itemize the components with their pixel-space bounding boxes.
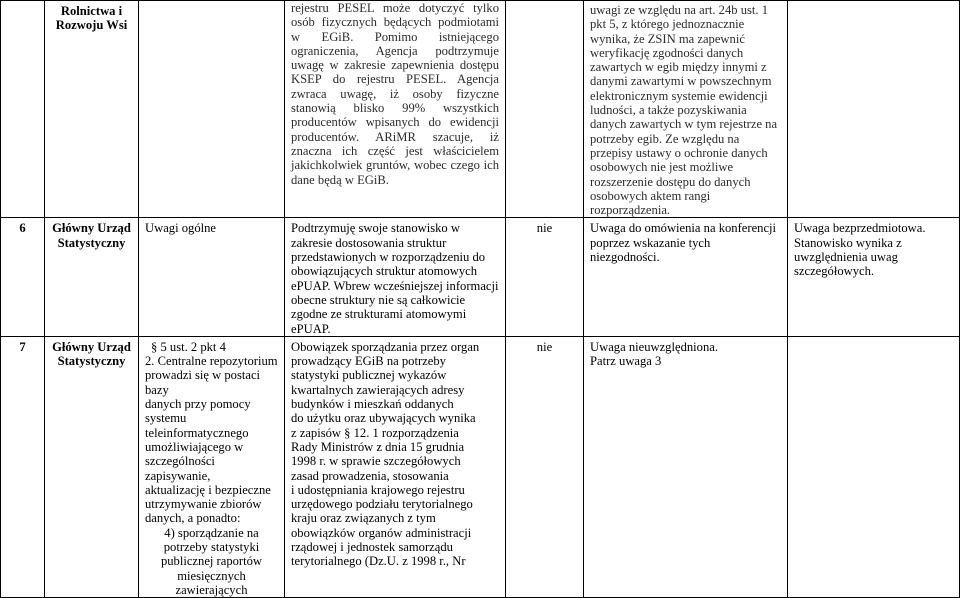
provision-line: danych przy pomocy: [145, 397, 251, 412]
remark-line: terytorialnego (Dz.U. z 1998 r., Nr: [291, 554, 466, 569]
organ-cell: Główny Urząd Statystyczny: [45, 218, 139, 336]
provision-line: umożliwiającego w: [145, 439, 244, 454]
justification-cell: [584, 336, 788, 597]
table-row: [1, 336, 960, 597]
provision-cell: [139, 336, 285, 597]
provision-line: aktualizację i bezpieczne: [145, 482, 271, 497]
remark-line: statystyki publicznej wykazów: [291, 368, 447, 383]
provision-sub-line: publicznej raportów: [160, 554, 263, 569]
remark-cell: rejestru PESEL może dotyczyć tylko osób fizycznych będących podmiotami w EGiB. Pomimo istniejącego ograniczenia, Agencja podtrzymuje uwagę w zakresie zapewnienia dostępu KSEP do rejestru PESEL. Agencja zwraca uwagę, iż osoby fizyczne stanowią blisko 99% wszystkich producentów wpisanych do ewidencji producentów. ARiMR szacuje, iż znaczna ich część jest właścicielem jakichkolwiek gruntów, wobec czego ich dane będą w EGiB.: [285, 1, 506, 218]
remark-cell: [285, 336, 506, 597]
provision-line: systemu: [145, 411, 187, 426]
justification-line: Uwaga nieuwzględniona.: [590, 339, 718, 354]
provision-line: utrzymywanie zbiorów: [145, 497, 262, 512]
remark-line: i udostępniania krajowego rejestru: [291, 482, 465, 497]
remark-line: z zapisów § 12. 1 rozporządzenia: [291, 425, 459, 440]
remark-line: Rady Ministrów z dnia 15 grudnia: [291, 439, 465, 454]
row-number: 6: [1, 218, 45, 336]
remark-line: kwartalnych zawierających adresy: [291, 382, 465, 397]
table-row: [1, 1, 960, 218]
status-cell: [788, 336, 960, 597]
organ-cell: Rolnictwa i Rozwoju Wsi: [45, 1, 139, 218]
remark-line: zasad prowadzenia, stosowania: [291, 468, 449, 483]
accepted-cell: nie: [506, 336, 584, 597]
remark-line: prowadzący EGiB na potrzeby: [291, 354, 446, 369]
provision-line: danych, a ponadto:: [145, 511, 241, 526]
status-cell: [788, 1, 960, 218]
justification-cell: uwagi ze względu na art. 24b ust. 1 pkt 5, z którego jednoznacznie wynika, że ZSIN ma zapewnić weryfikację zgodności danych zawartych w egib między innymi z danymi zawartymi w powszechnym elektronicznym systemie ewidencji ludności, a także pozyskiwania danych zawartych w tym rejestrze na potrzeby egib. Ze względu na przepisy ustawy o ochronie danych osobowych nie jest możliwe rozszerzenie dostępu do danych osobowych aktem rangi rozporządzenia.: [584, 1, 788, 218]
accepted-cell: nie: [506, 218, 584, 336]
accepted-cell: [506, 1, 584, 218]
provision-cell: [139, 1, 285, 218]
remark-line: do użytku oraz ubywających wynika: [291, 411, 476, 426]
provision-sub-line: zawierających: [175, 582, 248, 597]
remark-cell: Podtrzymuję swoje stanowisko w zakresie dostosowania struktur przedstawionych w rozporządzeniu do obowiązujących struktur atomowych ePUAP. Wbrew wcześniejszej informacji obecne struktury nie są całkowicie zgodne ze strukturami atomowymi ePUAP.: [285, 218, 506, 336]
remark-line: budynków i mieszkań oddanych: [291, 397, 454, 412]
remark-line: 1998 r. w sprawie szczegółowych: [291, 454, 461, 469]
organ-cell: Główny Urząd Statystyczny: [45, 336, 139, 597]
provision-cell: Uwagi ogólne: [139, 218, 285, 336]
status-cell: Uwaga bezprzedmiotowa. Stanowisko wynika z uwzględnienia uwag szczegółowych.: [788, 218, 960, 336]
justification-line: Patrz uwaga 3: [590, 354, 662, 369]
provision-line: 2. Centralne repozytorium: [145, 354, 278, 369]
provision-sub-line: 4) sporządzanie na: [164, 525, 259, 540]
row-number-cell: [1, 1, 45, 218]
provision-ref: § 5 ust. 2 pkt 4: [151, 339, 226, 354]
provision-sub-line: potrzeby statystyki: [163, 539, 260, 554]
table-row: [1, 218, 960, 336]
provision-line: teleinformatycznego: [145, 425, 249, 440]
remark-line: urzędowego podziału terytorialnego: [291, 497, 473, 512]
provision-line: szczególności zapisywanie,: [145, 454, 219, 483]
remark-line: obowiązków organów administracji: [291, 525, 472, 540]
provision-line: prowadzi się w postaci bazy: [145, 368, 264, 397]
remark-line: Obowiązek sporządzania przez organ: [291, 339, 480, 354]
row-number: 7: [1, 336, 45, 597]
remark-line: rządowej i jednostek samorządu: [291, 539, 453, 554]
justification-cell: Uwaga do omówienia na konferencji poprzez wskazanie tych niezgodności.: [584, 218, 788, 336]
provision-sub-line: miesięcznych: [177, 568, 246, 583]
remark-line: kraju oraz związanych z tym: [291, 511, 436, 526]
